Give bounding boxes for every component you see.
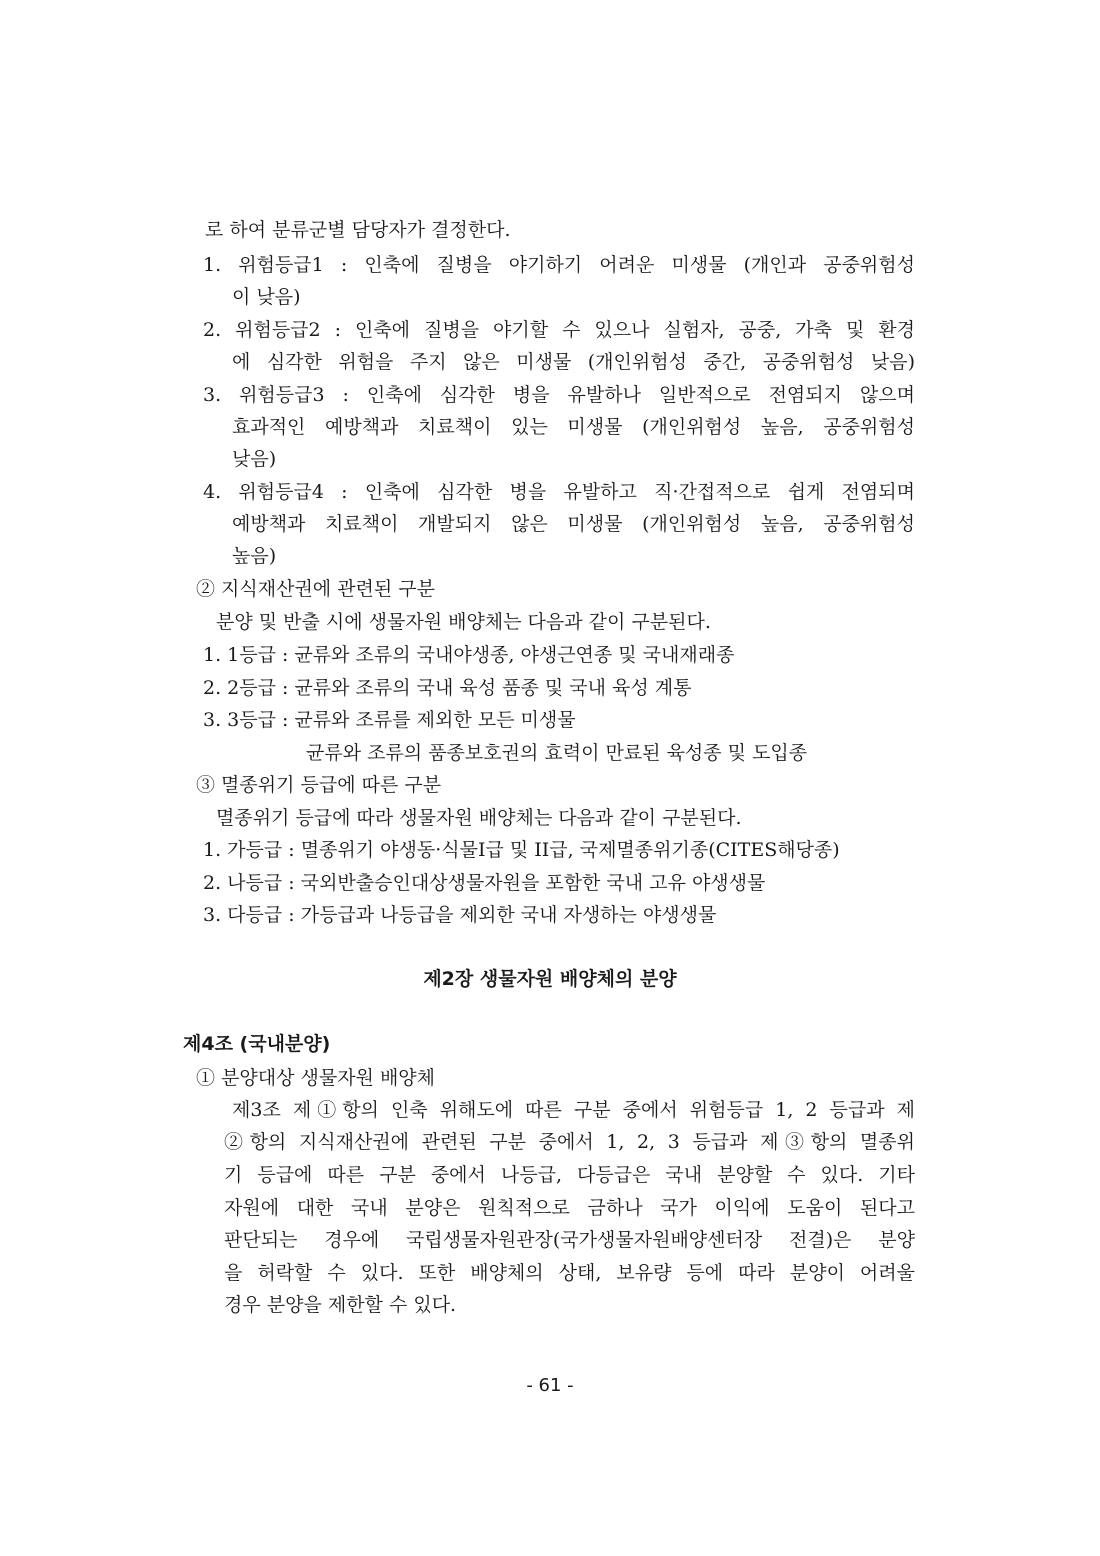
risk-grade-3-line-3: 낮음) [232, 448, 277, 470]
risk-grade-3-line-2: 효과적인 예방책과 치료책이 있는 미생물 (개인위험성 높음, 공중위험성 [232, 416, 915, 438]
intro-line: 로 하여 분류군별 담당자가 결정한다. [205, 219, 511, 241]
article-paragraph-line-6: 을 허락할 수 있다. 또한 배양체의 상태, 보유량 등에 따라 분양이 어려울 [224, 1262, 915, 1284]
endangered-grade-a: 1. 가등급 : 멸종위기 야생동·식물I급 및 II급, 국제멸종위기종(CITES해당종) [203, 839, 840, 861]
article-title: 제4조 (국내분양) [183, 1033, 331, 1055]
article-paragraph-line-4: 자원에 대한 국내 분양은 원칙적으로 금하나 국가 이익에 도움이 된다고 [224, 1197, 915, 1219]
risk-grade-4-line-1: 4. 위험등급4 : 인축에 심각한 병을 유발하고 직·간접적으로 쉽게 전염되며 [203, 481, 915, 503]
article-paragraph-line-2: ②항의 지식재산권에 관련된 구분 중에서 1, 2, 3 등급과 제③항의 멸종위 [224, 1131, 915, 1153]
article-item-1-heading: ① 분양대상 생물자원 배양체 [196, 1067, 436, 1089]
endangered-section-intro: 멸종위기 등급에 따라 생물자원 배양체는 다음과 같이 구분된다. [216, 807, 742, 829]
ip-grade-1: 1. 1등급 : 균류와 조류의 국내야생종, 야생근연종 및 국내재래종 [203, 644, 735, 666]
ip-grade-3-continuation: 균류와 조류의 품종보호권의 효력이 만료된 육성종 및 도입종 [306, 742, 808, 764]
endangered-grade-c: 3. 다등급 : 가등급과 나등급을 제외한 국내 자생하는 야생생물 [203, 904, 717, 926]
risk-grade-1-line-2: 이 낮음) [232, 286, 301, 308]
article-paragraph-line-3: 기 등급에 따른 구분 중에서 나등급, 다등급은 국내 분양할 수 있다. 기타 [224, 1164, 915, 1186]
ip-grade-3: 3. 3등급 : 균류와 조류를 제외한 모든 미생물 [203, 709, 576, 731]
risk-grade-4-line-3: 높음) [232, 545, 277, 567]
ip-grade-2: 2. 2등급 : 균류와 조류의 국내 육성 품종 및 국내 육성 계통 [203, 677, 692, 699]
ip-section-heading: ② 지식재산권에 관련된 구분 [196, 578, 436, 600]
risk-grade-2-line-1: 2. 위험등급2 : 인축에 질병을 야기할 수 있으나 실험자, 공중, 가축 및 환경 [203, 319, 915, 341]
chapter-title: 제2장 생물자원 배양체의 분양 [423, 968, 677, 990]
endangered-section-heading: ③ 멸종위기 등급에 따른 구분 [196, 774, 442, 796]
risk-grade-4-line-2: 예방책과 치료책이 개발되지 않은 미생물 (개인위험성 높음, 공중위험성 [232, 513, 915, 535]
article-paragraph-line-7: 경우 분양을 제한할 수 있다. [224, 1294, 457, 1316]
article-paragraph-line-5: 판단되는 경우에 국립생물자원관장(국가생물자원배양센터장 전결)은 분양 [224, 1229, 915, 1251]
risk-grade-1-line-1: 1. 위험등급1 : 인축에 질병을 야기하기 어려운 미생물 (개인과 공중위험성 [203, 254, 915, 276]
risk-grade-3-line-1: 3. 위험등급3 : 인축에 심각한 병을 유발하나 일반적으로 전염되지 않으며 [203, 384, 915, 406]
article-paragraph-line-1: 제3조 제①항의 인축 위해도에 따른 구분 중에서 위험등급 1, 2 등급과 제 [232, 1099, 915, 1121]
endangered-grade-b: 2. 나등급 : 국외반출승인대상생물자원을 포함한 국내 고유 야생생물 [203, 872, 766, 894]
risk-grade-2-line-2: 에 심각한 위험을 주지 않은 미생물 (개인위험성 중간, 공중위험성 낮음) [232, 351, 915, 373]
ip-section-intro: 분양 및 반출 시에 생물자원 배양체는 다음과 같이 구분된다. [216, 611, 711, 633]
page-number: - 61 - [526, 1375, 574, 1396]
